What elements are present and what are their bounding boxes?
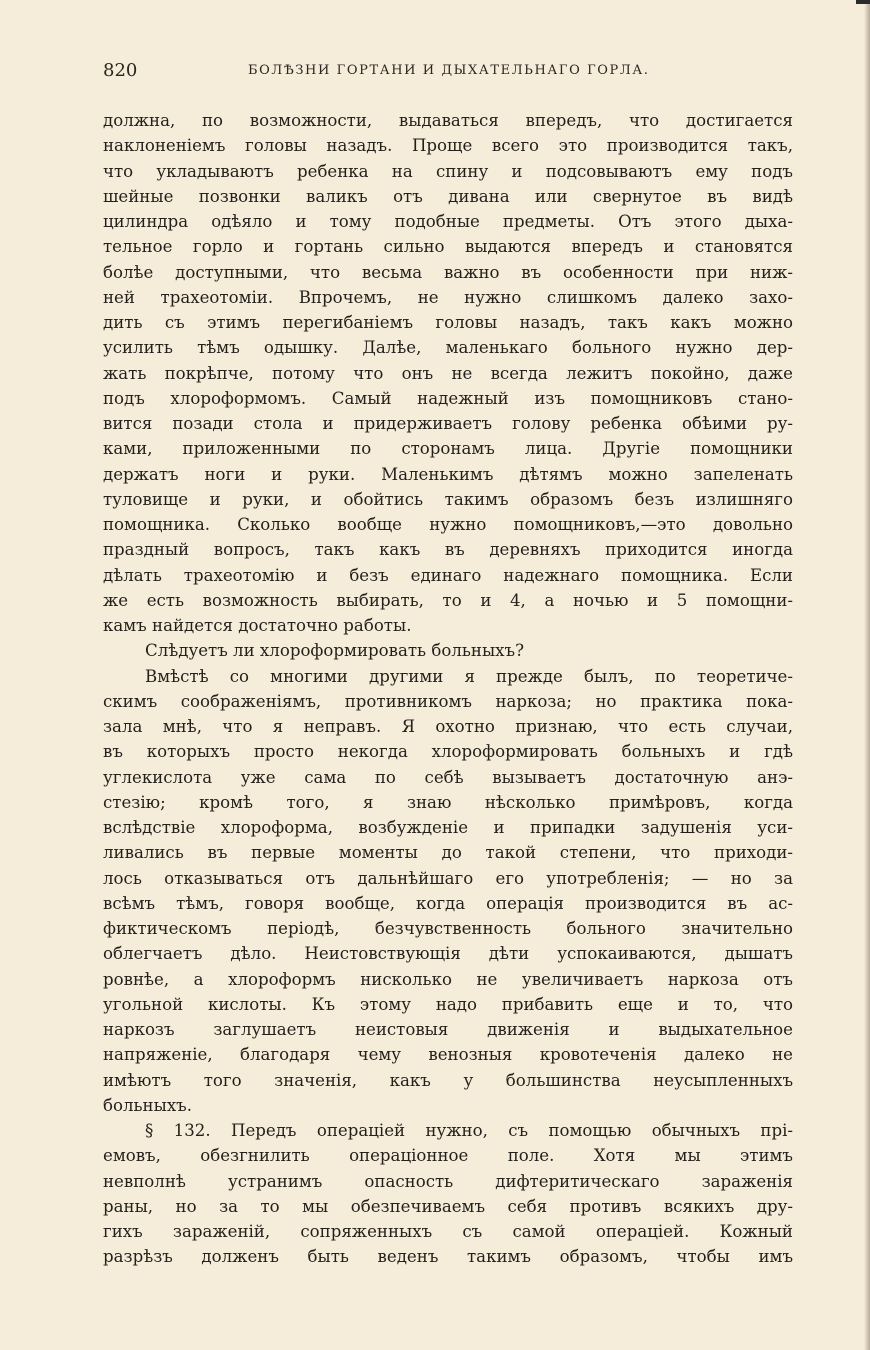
text-line: напряженіе, благодаря чему венозныя кровотеченія далеко не	[103, 1045, 793, 1065]
text-line: облегчаетъ дѣло. Неистовствующія дѣти успокаиваются, дышатъ	[103, 944, 793, 964]
page-edge-shadow	[864, 0, 870, 1350]
text-line: имѣютъ того значенія, какъ у большинства неусыпленныхъ	[103, 1070, 793, 1090]
text-line: Вмѣстѣ со многими другими я прежде былъ, по теоретиче-	[145, 666, 793, 686]
text-line: туловище и руки, и обойтись такимъ образомъ безъ излишняго	[103, 489, 793, 509]
text-line: праздный вопросъ, такъ какъ въ деревняхъ приходится иногда	[103, 540, 793, 560]
text-line: больныхъ.	[103, 1095, 193, 1115]
page-header	[103, 60, 793, 88]
text-line: невполнѣ устранимъ опасность дифтеритическаго зараженія	[103, 1171, 793, 1191]
section-question: Слѣдуетъ ли хлороформировать больныхъ?	[145, 641, 524, 661]
text-line: разрѣзъ долженъ быть веденъ такимъ образомъ, чтобы имъ	[103, 1247, 793, 1267]
text-line: шейные позвонки валикъ отъ дивана или свернутое въ видѣ	[103, 186, 793, 206]
text-line: наклоненіемъ головы назадъ. Проще всего это производится такъ,	[103, 136, 793, 156]
page-number: 820	[103, 60, 138, 81]
text-line: дѣлать трахеотомію и безъ единаго надежнаго помощника. Если	[103, 565, 793, 585]
text-line: же есть возможность выбирать, то и 4, а ночью и 5 помощни-	[103, 590, 793, 610]
text-line: камъ найдется достаточно работы.	[103, 616, 412, 635]
text-line: болѣе доступными, что весьма важно въ особенности при ниж-	[103, 262, 793, 282]
text-line: держатъ ноги и руки. Маленькимъ дѣтямъ можно запеленать	[103, 464, 793, 484]
text-line: цилиндра одѣяло и тому подобные предметы. Отъ этого дыха-	[103, 212, 793, 231]
text-line: угольной кислоты. Къ этому надо прибавить еще и то, что	[103, 994, 793, 1014]
text-line: стезію; кромѣ того, я знаю нѣсколько примѣровъ, когда	[103, 792, 793, 812]
text-line: вится позади стола и придерживаетъ голову ребенка обѣими ру-	[103, 414, 793, 433]
text-line: ровнѣе, а хлороформъ нисколько не увеличиваетъ наркоза отъ	[103, 969, 793, 989]
text-line: дить съ этимъ перегибаніемъ головы назадъ, такъ какъ можно	[103, 313, 793, 332]
text-line: скимъ соображеніямъ, противникомъ наркоза; но практика пока-	[103, 691, 793, 711]
text-line: въ которыхъ просто некогда хлороформировать больныхъ и гдѣ	[103, 742, 793, 762]
text-line: жать покрѣпче, потому что онъ не всегда лежитъ покойно, даже	[103, 363, 793, 383]
text-line: ками, приложенными по сторонамъ лица. Другіе помощники	[103, 439, 793, 459]
text-line: фиктическомъ періодѣ, безчувственность больного значительно	[103, 919, 793, 938]
text-line: что укладываютъ ребенка на спину и подсовываютъ ему подъ	[103, 161, 793, 181]
text-line: емовъ, обезгнилить операціонное поле. Хотя мы этимъ	[103, 1146, 793, 1166]
body-text	[103, 108, 793, 1270]
running-head: БОЛѢЗНИ ГОРТАНИ И ДЫХАТЕЛЬНАГО ГОРЛА.	[248, 63, 650, 78]
scan-corner-mark	[856, 0, 870, 4]
text-line: тельное горло и гортань сильно выдаются впередъ и становятся	[103, 237, 793, 257]
text-line: раны, но за то мы обезпечиваемъ себя противъ всякихъ дру-	[103, 1196, 793, 1216]
text-line: помощника. Сколько вообще нужно помощниковъ,—это довольно	[103, 515, 793, 534]
text-line: вслѣдствіе хлороформа, возбужденіе и припадки задушенія уси-	[103, 818, 793, 837]
text-line: наркозъ заглушаетъ неистовыя движенія и выдыхательное	[103, 1020, 793, 1039]
text-line: лось отказываться отъ дальнѣйшаго его употребленія; — но за	[103, 868, 793, 888]
section-paragraph-132: § 132. Передъ операціей нужно, съ помощью обычныхъ прі-	[145, 1121, 793, 1140]
text-line: должна, по возможности, выдаваться впередъ, что достигается	[103, 111, 793, 130]
text-line: гихъ зараженій, сопряженныхъ съ самой операціей. Кожный	[103, 1222, 793, 1241]
text-line: ней трахеотоміи. Впрочемъ, не нужно слишкомъ далеко захо-	[103, 287, 793, 307]
text-line: усилить тѣмъ одышку. Далѣе, маленькаго больного нужно дер-	[103, 338, 793, 358]
text-line: углекислота уже сама по себѣ вызываетъ достаточную анэ-	[103, 767, 793, 787]
text-line: подъ хлороформомъ. Самый надежный изъ помощниковъ стано-	[103, 388, 793, 408]
text-line: зала мнѣ, что я неправъ. Я охотно признаю, что есть случаи,	[103, 717, 793, 736]
text-line: всѣмъ тѣмъ, говоря вообще, когда операція производится въ ас-	[103, 893, 793, 913]
text-line: ливались въ первые моменты до такой степени, что приходи-	[103, 843, 793, 863]
